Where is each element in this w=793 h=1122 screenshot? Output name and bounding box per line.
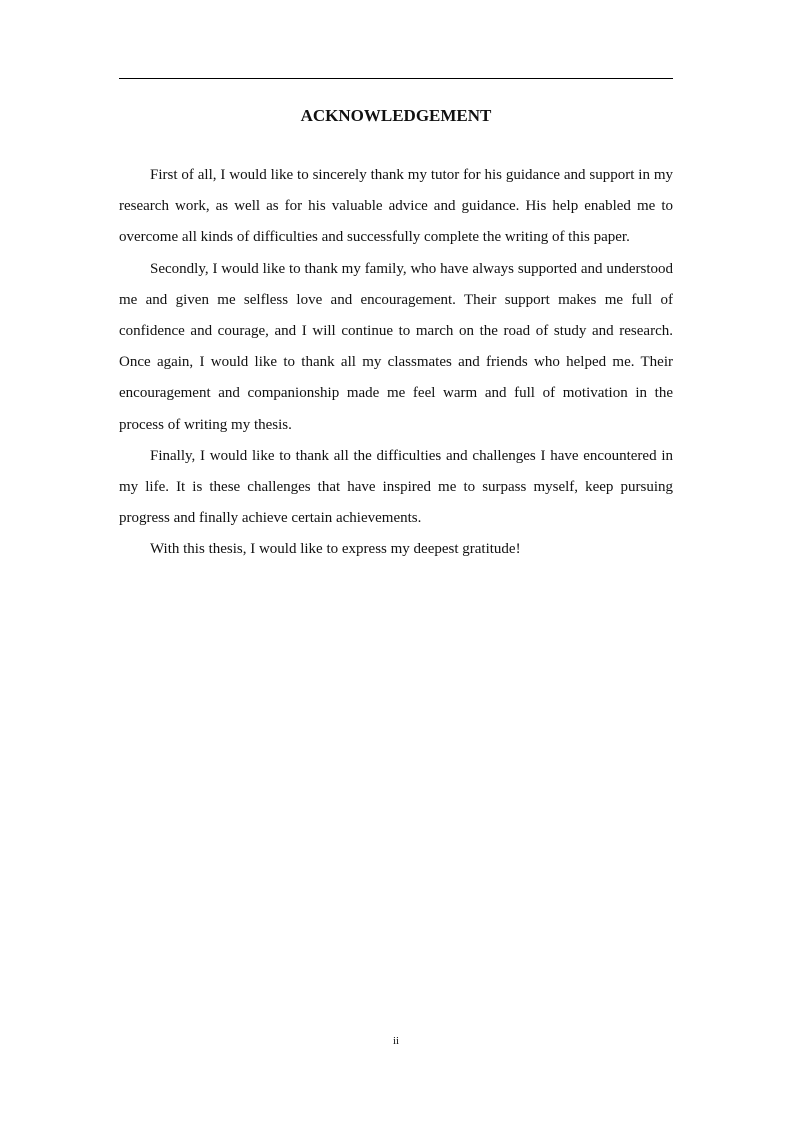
header-rule (119, 78, 673, 79)
page-title: ACKNOWLEDGEMENT (300, 106, 492, 125)
page-number: ii (392, 1035, 400, 1047)
acknowledgement-body (119, 160, 673, 566)
paragraph-3: Finally, I would like to thank all the difficulties and challenges I have encountered in my life. It is these challenges that have inspired me to surpass myself, keep pursuing progress and finally achieve certain achievements. (119, 447, 673, 527)
paragraph-2: Secondly, I would like to thank my family, who have always supported and understood me and given me selfless love and encouragement. Their support makes me full of confidence and courage, and I will continue to march on the road of study and research. Once again, I would like to thank all my classmates and friends who helped me. Their encouragement and companionship made me feel warm and full of motivation in the process of writing my thesis. (119, 260, 673, 433)
paragraph-4: With this thesis, I would like to express my deepest gratitude! (150, 541, 521, 558)
paragraph-1: First of all, I would like to sincerely thank my tutor for his guidance and support in my research work, as well as for his valuable advice and guidance. His help enabled me to overcome all kinds of difficulties and successfully complete the writing of this paper. (119, 167, 673, 246)
